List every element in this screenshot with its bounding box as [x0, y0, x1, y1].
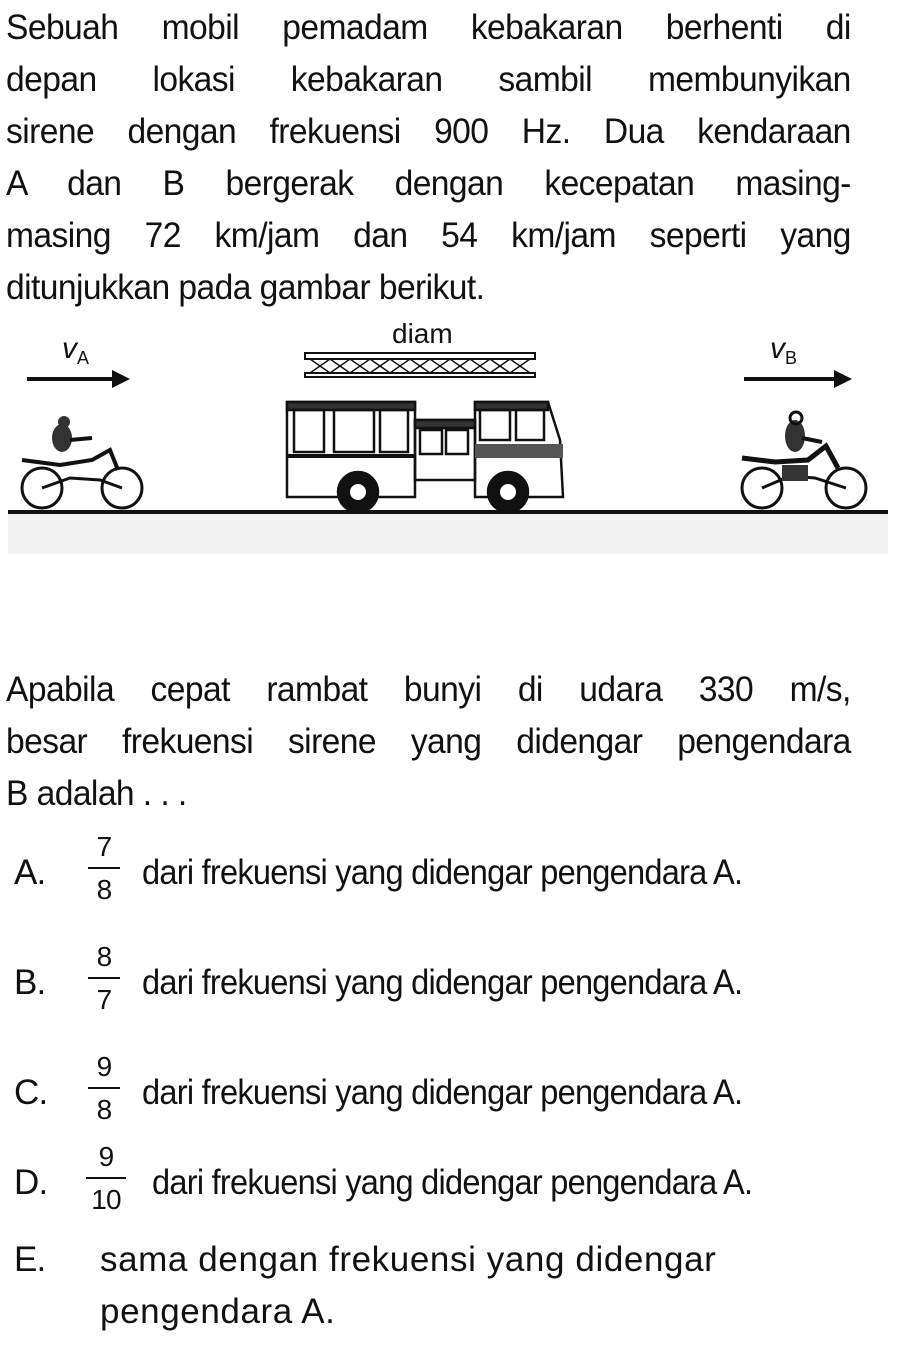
fraction-bar	[88, 1087, 120, 1089]
problem-question	[6, 664, 851, 820]
fraction-bar	[86, 1177, 126, 1179]
answer-option-b[interactable]	[14, 940, 894, 1040]
option-letter: B.	[14, 963, 46, 1002]
fraction-numerator: 9	[98, 1141, 114, 1172]
question-line: besar frekuensi sirene yang didengar pengendara	[6, 722, 851, 761]
velocity-subscript: A	[77, 348, 90, 368]
fraction-denominator: 8	[96, 1094, 112, 1125]
question-line: Apabila cepat rambat bunyi di udara 330 m/s,	[6, 670, 851, 709]
option-letter: E.	[14, 1240, 46, 1279]
fraction-denominator: 10	[91, 1184, 121, 1215]
fraction-numerator: 9	[96, 1051, 112, 1082]
intro-line: depan lokasi kebakaran sambil membunyikan	[6, 60, 851, 99]
arrow-right-icon	[27, 370, 130, 388]
option-text: dari frekuensi yang didengar pengendara A.	[142, 963, 743, 1002]
answer-option-d[interactable]	[14, 1140, 894, 1240]
fraction-bar	[88, 977, 120, 979]
fraction	[82, 830, 126, 907]
truck-status-label: diam	[392, 318, 453, 349]
doppler-figure	[0, 310, 904, 560]
option-text: sama dengan frekuensi yang didengar pengendara A.	[100, 1240, 717, 1331]
option-letter: D.	[14, 1163, 48, 1202]
fire-truck-icon	[287, 353, 563, 512]
fraction-bar	[88, 867, 120, 869]
intro-line: ditunjukkan pada gambar berikut.	[6, 268, 485, 307]
arrow-right-icon	[744, 370, 852, 388]
problem-intro	[6, 2, 851, 314]
fraction	[82, 940, 126, 1017]
fraction	[80, 1140, 132, 1217]
intro-line: Sebuah mobil pemadam kebakaran berhenti di	[6, 8, 851, 47]
option-letter: C.	[14, 1073, 48, 1112]
ground	[8, 512, 888, 554]
fraction-denominator: 7	[96, 984, 112, 1015]
fraction-denominator: 8	[96, 874, 112, 905]
fraction-numerator: 7	[96, 831, 112, 862]
intro-line: A dan B bergerak dengan kecepatan masing-	[6, 164, 851, 203]
question-line: B adalah . . .	[6, 774, 187, 813]
option-text: dari frekuensi yang didengar pengendara A.	[142, 1073, 743, 1112]
intro-line: masing 72 km/jam dan 54 km/jam seperti yang	[6, 216, 851, 255]
velocity-subscript: B	[785, 348, 798, 368]
intro-line: sirene dengan frekuensi 900 Hz. Dua kendaraan	[6, 112, 851, 151]
answer-option-a[interactable]	[14, 830, 894, 930]
answer-option-c[interactable]	[14, 1050, 894, 1150]
option-letter: A.	[14, 853, 46, 892]
fraction-numerator: 8	[96, 941, 112, 972]
option-text: dari frekuensi yang didengar pengendara A.	[142, 853, 743, 892]
fraction	[82, 1050, 126, 1127]
answer-option-e[interactable]	[14, 1234, 894, 1334]
motorcycle-a-icon	[22, 416, 142, 508]
velocity-symbol: v	[62, 332, 77, 365]
motorcycle-b-icon	[742, 412, 866, 508]
velocity-symbol: v	[770, 332, 785, 365]
option-text: dari frekuensi yang didengar pengendara A.	[152, 1163, 753, 1202]
